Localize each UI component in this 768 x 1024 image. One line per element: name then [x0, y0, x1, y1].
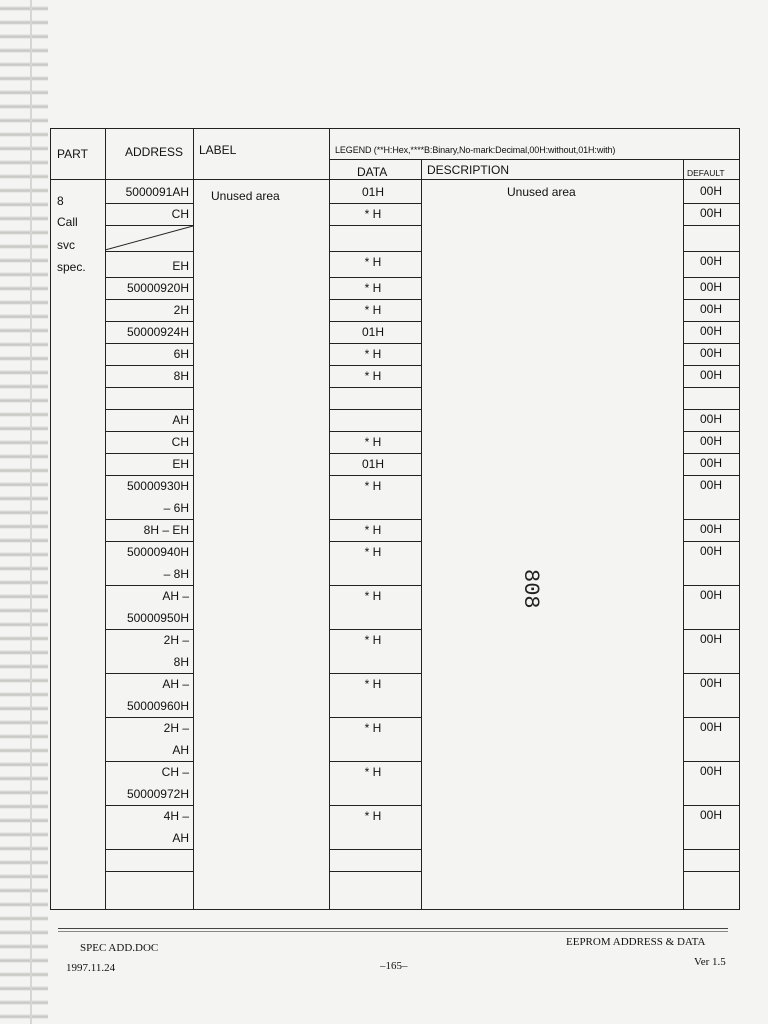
default-cell: 00H: [699, 368, 722, 382]
address-row-line: [105, 475, 193, 476]
address-cell-continued: AH: [172, 743, 189, 757]
address-cell: CH –: [161, 765, 189, 779]
address-cell: 8H: [173, 369, 189, 383]
default-row-line: [683, 519, 739, 520]
address-cell-continued: – 6H: [163, 501, 189, 515]
address-row-line: [105, 299, 193, 300]
data-cell: * H: [364, 435, 382, 449]
address-cell: 5000091AH: [125, 185, 189, 199]
data-row-line: [329, 717, 421, 718]
address-row-line: [105, 717, 193, 718]
address-cell: 6H: [173, 347, 189, 361]
default-cell: 00H: [699, 346, 722, 360]
default-row-line: [683, 299, 739, 300]
default-cell: 00H: [699, 184, 722, 198]
default-row-line: [683, 225, 739, 226]
address-row-line: [105, 225, 193, 226]
address-cell: 50000940H: [126, 545, 189, 559]
default-row-line: [683, 277, 739, 278]
address-cell-continued: – 8H: [163, 567, 189, 581]
address-cell: 50000920H: [126, 281, 189, 295]
header-bottom-line: [51, 179, 739, 180]
page-stamp: 808: [518, 569, 543, 609]
address-row-line: [105, 409, 193, 410]
data-cell: 01H: [361, 185, 384, 199]
default-row-line: [683, 453, 739, 454]
address-cell: CH: [171, 435, 189, 449]
data-cell: * H: [364, 523, 382, 537]
address-cell: EH: [172, 259, 189, 273]
data-cell: * H: [364, 809, 382, 823]
address-row-line: [105, 453, 193, 454]
default-row-line: [683, 365, 739, 366]
address-cell: EH: [172, 457, 189, 471]
data-row-line: [329, 673, 421, 674]
data-row-line: [329, 409, 421, 410]
address-strike-diagonal: [105, 225, 193, 251]
data-cell: * H: [364, 589, 382, 603]
header-part: PART: [57, 147, 88, 161]
default-cell: 00H: [699, 720, 722, 734]
default-row-line: [683, 409, 739, 410]
legend-underline: [329, 159, 739, 160]
address-cell: AH –: [162, 589, 189, 603]
default-cell: 00H: [699, 478, 722, 492]
data-row-line: [329, 849, 421, 850]
col-divider-address: [193, 129, 194, 909]
address-cell: 8H – EH: [143, 523, 189, 537]
data-cell: * H: [364, 207, 382, 221]
default-row-line: [683, 321, 739, 322]
data-row-line: [329, 805, 421, 806]
default-row-line: [683, 387, 739, 388]
address-row-line: [105, 541, 193, 542]
default-row-line: [683, 629, 739, 630]
col-divider-part: [105, 179, 106, 909]
address-cell: AH –: [162, 677, 189, 691]
data-cell: * H: [364, 765, 382, 779]
data-row-line: [329, 475, 421, 476]
data-cell: * H: [364, 479, 382, 493]
part-line-2: Call: [57, 215, 78, 229]
data-cell: * H: [364, 721, 382, 735]
address-cell: CH: [171, 207, 189, 221]
address-row-line: [105, 203, 193, 204]
col-divider-part-head: [105, 129, 106, 179]
data-row-line: [329, 871, 421, 872]
part-number: 8: [57, 194, 64, 208]
default-cell: 00H: [699, 302, 722, 316]
data-row-line: [329, 453, 421, 454]
label-unused-area: Unused area: [211, 189, 280, 203]
address-row-line: [105, 387, 193, 388]
address-cell-continued: 50000950H: [126, 611, 189, 625]
address-row-line: [105, 343, 193, 344]
data-cell: 01H: [361, 325, 384, 339]
default-row-line: [683, 541, 739, 542]
default-row-line: [683, 849, 739, 850]
data-row-line: [329, 585, 421, 586]
address-cell-continued: AH: [172, 831, 189, 845]
header-data: DATA: [357, 165, 388, 179]
address-row-line: [105, 365, 193, 366]
data-row-line: [329, 203, 421, 204]
default-cell: 00H: [699, 522, 722, 536]
address-row-line: [105, 871, 193, 872]
data-cell: * H: [364, 281, 382, 295]
default-cell: 00H: [699, 764, 722, 778]
col-divider-data: [421, 159, 422, 909]
address-row-line: [105, 629, 193, 630]
footer-date: 1997.11.24: [66, 962, 116, 974]
eeprom-table: [50, 128, 740, 910]
col-divider-description: [683, 159, 684, 909]
address-cell-continued: 50000972H: [126, 787, 189, 801]
address-row-line: [105, 251, 193, 252]
address-cell-continued: 50000960H: [126, 699, 189, 713]
default-cell: 00H: [699, 434, 722, 448]
address-row-line: [105, 805, 193, 806]
address-cell: 4H –: [163, 809, 189, 823]
default-cell: 00H: [699, 676, 722, 690]
data-row-line: [329, 519, 421, 520]
spiral-binding: [0, 0, 48, 1024]
binding-edge: [30, 0, 32, 1024]
footer-page-number: –165–: [380, 960, 408, 972]
data-row-line: [329, 761, 421, 762]
address-cell-continued: 8H: [173, 655, 189, 669]
part-line-3: svc: [57, 238, 75, 252]
address-row-line: [105, 519, 193, 520]
footer-file-name: SPEC ADD.DOC: [80, 942, 159, 954]
address-row-line: [105, 431, 193, 432]
header-address: ADDRESS: [125, 145, 184, 159]
data-cell: * H: [364, 303, 382, 317]
header-default: DEFAULT: [687, 168, 725, 178]
default-row-line: [683, 203, 739, 204]
footer-rule: [58, 928, 728, 929]
default-row-line: [683, 761, 739, 762]
address-row-line: [105, 277, 193, 278]
default-cell: 00H: [699, 456, 722, 470]
default-cell: 00H: [699, 280, 722, 294]
default-row-line: [683, 343, 739, 344]
data-row-line: [329, 387, 421, 388]
address-cell: 2H –: [163, 721, 189, 735]
data-cell: * H: [364, 677, 382, 691]
default-cell: 00H: [699, 206, 722, 220]
default-cell: 00H: [699, 588, 722, 602]
default-cell: 00H: [699, 254, 722, 268]
footer-version: Ver 1.5: [694, 956, 726, 968]
default-row-line: [683, 431, 739, 432]
footer-rule-thin: [58, 931, 728, 932]
default-cell: 00H: [699, 808, 722, 822]
default-row-line: [683, 673, 739, 674]
address-row-line: [105, 585, 193, 586]
address-row-line: [105, 673, 193, 674]
default-row-line: [683, 251, 739, 252]
data-row-line: [329, 321, 421, 322]
part-line-4: spec.: [57, 260, 86, 274]
default-cell: 00H: [699, 632, 722, 646]
address-cell: 50000924H: [126, 325, 189, 339]
default-cell: 00H: [699, 324, 722, 338]
data-cell: 01H: [361, 457, 384, 471]
data-row-line: [329, 343, 421, 344]
footer-document-title: EEPROM ADDRESS & DATA: [566, 936, 706, 948]
description-unused-area: Unused area: [507, 185, 576, 199]
default-cell: 00H: [699, 544, 722, 558]
data-row-line: [329, 251, 421, 252]
header-legend: LEGEND (**H:Hex,****B:Binary,No-mark:Decimal,00H:without,01H:with): [335, 145, 616, 155]
address-row-line: [105, 849, 193, 850]
default-cell: 00H: [699, 412, 722, 426]
header-description: DESCRIPTION: [427, 163, 510, 177]
address-cell: AH: [172, 413, 189, 427]
default-row-line: [683, 475, 739, 476]
header-label: LABEL: [199, 143, 237, 157]
default-row-line: [683, 585, 739, 586]
default-row-line: [683, 871, 739, 872]
address-cell: 50000930H: [126, 479, 189, 493]
data-row-line: [329, 431, 421, 432]
address-row-line: [105, 321, 193, 322]
data-cell: * H: [364, 545, 382, 559]
data-row-line: [329, 629, 421, 630]
data-row-line: [329, 299, 421, 300]
default-row-line: [683, 717, 739, 718]
data-row-line: [329, 277, 421, 278]
data-row-line: [329, 541, 421, 542]
address-cell: 2H: [173, 303, 189, 317]
address-row-line: [105, 761, 193, 762]
data-row-line: [329, 225, 421, 226]
data-cell: * H: [364, 369, 382, 383]
data-cell: * H: [364, 633, 382, 647]
default-row-line: [683, 805, 739, 806]
address-cell: 2H –: [163, 633, 189, 647]
data-cell: * H: [364, 347, 382, 361]
data-row-line: [329, 365, 421, 366]
data-cell: * H: [364, 255, 382, 269]
